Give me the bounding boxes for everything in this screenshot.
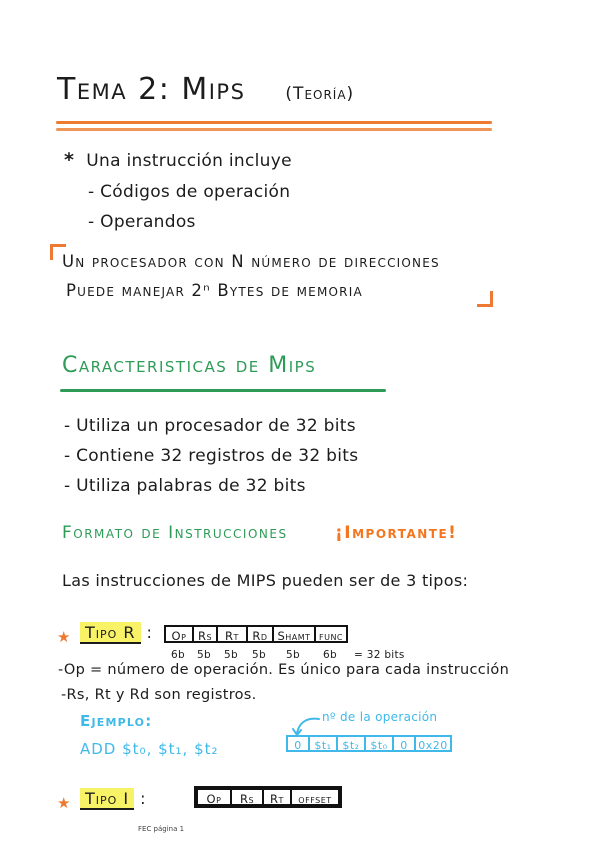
important-note: ¡Importante! (335, 523, 458, 543)
encoding-cell: 0 (392, 735, 416, 752)
bit-size: 5b (224, 649, 238, 661)
asterisk-icon: * (64, 149, 75, 171)
tipo-r-format-table (164, 625, 348, 643)
tipo-r-bit-sizes (164, 649, 405, 661)
intro-lead-line (64, 149, 292, 171)
encoding-cell: $t₀ (364, 735, 394, 752)
list-item: - Operandos (88, 212, 196, 232)
tipo-r-highlighted-text: Tipo R (80, 622, 141, 644)
field-cell: Rd (246, 625, 274, 643)
list-item: - Utiliza palabras de 32 bits (64, 476, 306, 496)
page-title-row (57, 72, 354, 107)
tipo-i-highlighted-text: Tipo I (80, 788, 134, 810)
tipo-r-colon: : (146, 623, 153, 642)
ejemplo-label: Ejemplo: (80, 712, 153, 730)
bit-size: 6b (323, 649, 337, 661)
memo-line-2: Puede manejar 2ⁿ Bytes de memoria (66, 281, 363, 300)
star-icon: ★ (57, 628, 71, 646)
bit-size: 6b (171, 649, 185, 661)
encoding-cell: 0x20 (414, 735, 452, 752)
tipo-r-note: -Rs, Rt y Rd son registros. (61, 687, 257, 703)
ejemplo-instruction: ADD $t₀, $t₁, $t₂ (80, 740, 219, 758)
star-icon: ★ (57, 794, 71, 812)
list-item: - Contiene 32 registros de 32 bits (64, 446, 359, 466)
tipo-r-label (80, 623, 153, 642)
field-cell: Op (196, 788, 232, 806)
field-cell: Op (164, 625, 194, 643)
tipo-r-note: -Op = número de operación. Es único para cada instrucción (58, 662, 510, 678)
encoding-cell: 0 (286, 735, 310, 752)
tipo-i-colon: : (140, 789, 147, 808)
bit-size-total: = 32 bits (354, 649, 405, 661)
tipo-i-label (80, 789, 147, 808)
page-title: Tema 2: Mips (57, 72, 246, 107)
bit-size: 5b (252, 649, 266, 661)
tipo-i-format-table (194, 786, 342, 808)
list-item: - Utiliza un procesador de 32 bits (64, 416, 356, 436)
field-cell: Rs (192, 625, 218, 643)
corner-bracket-bottom-right-icon (477, 291, 493, 307)
title-underline-bottom (56, 128, 492, 131)
section-heading-formato: Formato de Instrucciones (62, 523, 288, 543)
section-heading-caracteristicas: Caracteristicas de Mips (62, 353, 317, 378)
list-item: - Códigos de operación (88, 182, 291, 202)
field-cell: func (314, 625, 348, 643)
page-footer: FEC página 1 (138, 825, 185, 833)
title-underline-top (56, 121, 492, 124)
bit-size: 5b (286, 649, 300, 661)
field-cell: Rt (262, 788, 292, 806)
field-cell: offset (290, 788, 340, 806)
encoding-cell: $t₂ (336, 735, 366, 752)
memo-line-1: Un procesador con N número de direcciones (62, 252, 440, 271)
ejemplo-annotation: nº de la operación (322, 710, 438, 724)
heading-underline (60, 389, 386, 392)
intro-lead-text: Una instrucción incluye (86, 151, 292, 171)
field-cell: Rs (230, 788, 264, 806)
bit-size: 5b (197, 649, 211, 661)
ejemplo-encoding-table (286, 735, 452, 752)
field-cell: Shamt (272, 625, 316, 643)
formato-lead-text: Las instrucciones de MIPS pueden ser de 3 tipos: (62, 571, 469, 590)
encoding-cell: $t₁ (308, 735, 338, 752)
page-title-suffix: (Teoría) (285, 84, 355, 104)
field-cell: Rt (216, 625, 248, 643)
